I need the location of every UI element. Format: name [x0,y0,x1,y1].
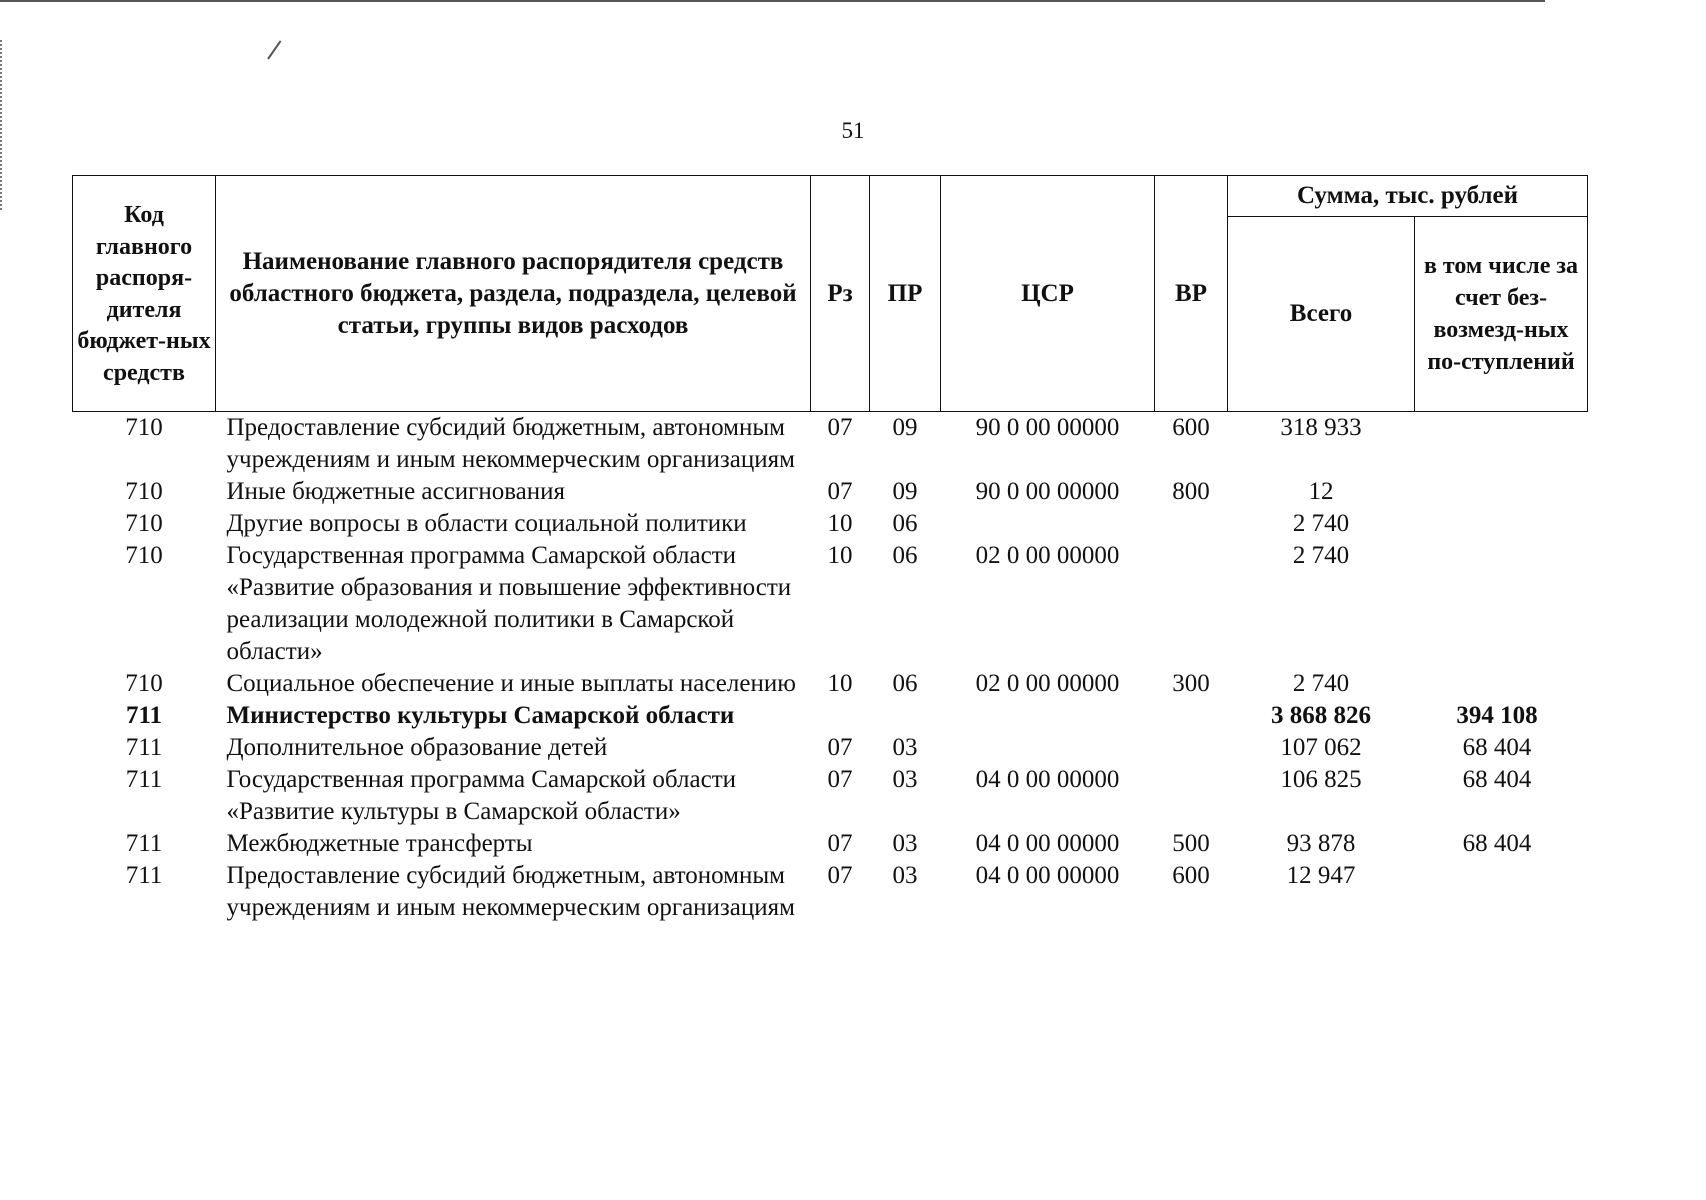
cell-rz: 07 [827,414,853,441]
cell-rz: 10 [827,510,853,537]
table-row [73,412,1588,477]
cell-code: 710 [125,510,163,537]
table-row [73,476,1588,508]
cell-name: Предоставление субсидий бюджетным, автономным учреждениям и иным некоммерческим организациям [226,862,795,921]
header-vr: ВР [1155,176,1228,412]
cell-total: 93 878 [1286,830,1356,857]
cell-csr: 04 0 00 00000 [975,830,1120,857]
cell-code: 710 [125,414,163,441]
cell-vr [1155,732,1228,764]
cell-rz: 07 [827,478,853,505]
cell-code: 711 [125,862,163,889]
cell-csr: 04 0 00 00000 [975,766,1120,793]
cell-csr: 02 0 00 00000 [975,670,1120,697]
cell-code: 711 [125,830,163,857]
cell-free [1415,540,1588,668]
scan-top-rule [0,0,1545,2]
cell-free: 68 404 [1462,734,1532,761]
cell-name: Государственная программа Самарской области «Развитие образования и повышение эффективности реализации молодежной политики в Самарской области» [226,542,792,665]
table-row [73,668,1588,700]
cell-csr [941,508,1155,540]
cell-pr: 03 [892,766,918,793]
cell-code: 711 [125,734,163,761]
cell-name: Предоставление субсидий бюджетным, автономным учреждениям и иным некоммерческим организациям [226,414,795,473]
cell-vr [1155,764,1228,828]
cell-csr: 90 0 00 00000 [975,414,1120,441]
cell-code: 711 [125,766,163,793]
cell-vr [1155,508,1228,540]
cell-total: 2 740 [1292,542,1350,569]
cell-total: 12 [1308,478,1334,505]
cell-pr: 06 [892,670,918,697]
cell-name: Другие вопросы в области социальной политики [226,510,747,537]
cell-free: 68 404 [1462,766,1532,793]
cell-pr: 03 [892,734,918,761]
cell-rz [811,700,870,732]
cell-total: 318 933 [1280,414,1362,441]
cell-pr: 06 [892,510,918,537]
table-body [73,412,1588,925]
cell-rz: 07 [827,862,853,889]
header-rz: Рз [811,176,870,412]
cell-free [1415,668,1588,700]
cell-pr: 09 [892,414,918,441]
cell-name: Межбюджетные трансферты [226,830,533,857]
cell-free [1415,860,1588,924]
cell-free: 68 404 [1462,830,1532,857]
cell-rz: 07 [827,830,853,857]
cell-free: 394 108 [1456,702,1538,729]
table-row [73,860,1588,924]
cell-rz: 10 [827,542,853,569]
cell-total: 2 740 [1292,510,1350,537]
header-sum: Сумма, тыс. рублей [1228,176,1588,217]
cell-total: 106 825 [1280,766,1362,793]
cell-code: 710 [125,542,163,569]
cell-free [1415,412,1588,477]
budget-table [72,175,1588,924]
cell-rz: 07 [827,766,853,793]
header-total: Всего [1228,217,1415,412]
cell-code: 710 [125,670,163,697]
cell-vr [1155,700,1228,732]
cell-csr: 04 0 00 00000 [975,862,1120,889]
cell-total: 3 868 826 [1271,702,1371,729]
cell-pr: 03 [892,830,918,857]
cell-rz: 07 [827,734,853,761]
table-header [73,176,1588,412]
cell-name: Социальное обеспечение и иные выплаты населению [226,670,796,697]
cell-total: 12 947 [1286,862,1356,889]
cell-vr: 500 [1172,830,1210,857]
table-row [73,828,1588,860]
cell-csr: 90 0 00 00000 [975,478,1120,505]
page-number: 51 [841,118,865,143]
cell-pr: 06 [892,542,918,569]
cell-vr [1155,540,1228,668]
cell-code: 711 [125,702,163,729]
cell-total: 107 062 [1280,734,1362,761]
cell-pr [870,700,941,732]
table-row [73,764,1588,828]
cell-rz: 10 [827,670,853,697]
header-free: в том числе за счет без-возмезд-ных по-ступлений [1415,217,1588,412]
cell-vr: 600 [1172,862,1210,889]
cell-total: 2 740 [1292,670,1350,697]
cell-csr [941,732,1155,764]
pen-mark [267,40,281,59]
cell-free [1415,476,1588,508]
cell-csr [941,700,1155,732]
cell-name: Министерство культуры Самарской области [226,702,735,729]
cell-name: Государственная программа Самарской области «Развитие культуры в Самарской области» [226,766,736,825]
table-row [73,700,1588,732]
header-pr: ПР [870,176,941,412]
cell-vr: 600 [1172,414,1210,441]
cell-csr: 02 0 00 00000 [975,542,1120,569]
header-name: Наименование главного распорядителя средств областного бюджета, раздела, подраздела, целевой статьи, группы видов расходов [216,176,811,412]
table-row [73,540,1588,668]
cell-pr: 09 [892,478,918,505]
cell-vr: 300 [1172,670,1210,697]
cell-name: Дополнительное образование детей [226,734,608,761]
table-row [73,508,1588,540]
header-csr: ЦСР [941,176,1155,412]
cell-pr: 03 [892,862,918,889]
cell-free [1415,508,1588,540]
cell-code: 710 [125,478,163,505]
table-row [73,732,1588,764]
cell-name: Иные бюджетные ассигнования [226,478,566,505]
cell-vr: 800 [1172,478,1210,505]
header-code: Код главного распоря-дителя бюджет-ных средств [73,176,216,412]
